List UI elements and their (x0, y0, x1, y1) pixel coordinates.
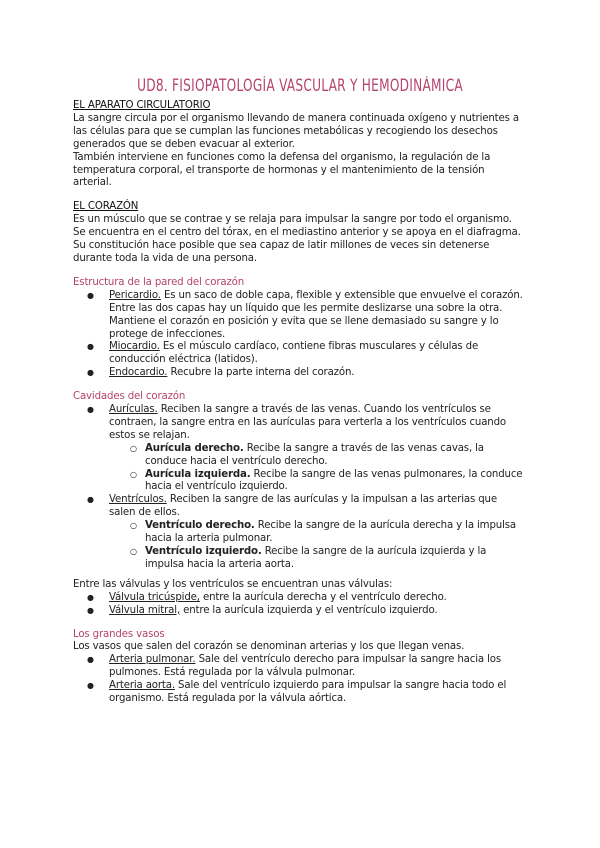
subsection-heading-cavidades: Cavidades del corazón (73, 391, 186, 403)
term: Arteria aorta. (109, 680, 175, 692)
paragraph: Entre las válvulas y los ventrículos se encuentran unas válvulas: (73, 578, 393, 590)
sub-list-item (73, 469, 525, 495)
sub-list (109, 520, 525, 572)
section-heading-aparato: EL APARATO CIRCULATORIO (73, 100, 211, 111)
definition: entre la aurícula derecha y el ventrículo derecho. (199, 591, 447, 603)
term: Aurículas. (109, 404, 158, 416)
term: Ventrículo izquierdo. (145, 546, 262, 557)
list-item (73, 605, 525, 618)
definition: Recibe la sangre a través de las venas cavas, la conduce hacia el ventrículo derecho. (145, 442, 484, 467)
list-item (73, 654, 525, 680)
section-heading-corazon: EL CORAZÓN (73, 201, 139, 213)
term: Endocardio. (109, 367, 168, 379)
bullet-list (73, 654, 525, 706)
term: Ventrículo derecho. (145, 520, 255, 532)
definition: Reciben la sangre de las aurículas y la impulsan a las arterias que salen de ellos. (109, 494, 497, 519)
list-item (73, 367, 525, 380)
paragraph: Se encuentra en el centro del tórax, en el mediastino anterior y se apoya en el diafragma. (73, 227, 521, 239)
paragraph: Los vasos que salen del corazón se denominan arterias y los que llegan venas. (73, 641, 465, 653)
list-item (73, 404, 525, 494)
paragraph: También interviene en funciones como la defensa del organismo, la regulación de la temperatura corporal, el transporte de hormonas y el mantenimiento de la tensión arterial. (73, 151, 491, 189)
bullet-list (73, 290, 525, 380)
subsection-heading-vasos: Los grandes vasos (73, 628, 165, 640)
term: Válvula tricúspide, (109, 591, 200, 603)
paragraph: Su constitución hace posible que sea capaz de latir millones de veces sin detenerse durante toda la vida de una persona. (73, 240, 490, 264)
page-title: UD8. FISIOPATOLOGÍA VASCULAR Y HEMODINÁMICA (137, 76, 463, 95)
term: Aurícula derecho. (145, 442, 244, 454)
list-item (73, 290, 525, 342)
bullet-list (73, 592, 525, 618)
definition: Recibe la sangre de las venas pulmonares, la conduce hacia el ventrículo izquierdo. (145, 468, 523, 493)
term: Miocardio. (109, 341, 160, 353)
term: Ventrículos. (109, 494, 167, 506)
term: Aurícula izquierda. (145, 468, 251, 480)
definition: Es el músculo cardíaco, contiene fibras musculares y células de conducción eléctrica (latidos). (109, 341, 479, 366)
sub-list-item (73, 546, 525, 572)
sub-list (109, 443, 525, 495)
term: Arteria pulmonar. (109, 654, 196, 666)
definition: Sale del ventrículo izquierdo para impulsar la sangre hacia todo el organismo. Está regulada por la válvula aórtica. (109, 680, 507, 705)
definition: entre la aurícula izquierda y el ventrículo izquierdo. (180, 604, 438, 616)
paragraph: Es un músculo que se contrae y se relaja para impulsar la sangre por todo el organismo. (73, 214, 512, 226)
list-item (73, 494, 525, 571)
term: Pericardio. (109, 289, 161, 301)
document-body (73, 100, 525, 706)
definition: Recibe la sangre de la aurícula izquierda y la impulsa hacia la arteria aorta. (145, 546, 487, 570)
paragraph: La sangre circula por el organismo llevando de manera continuada oxígeno y nutrientes a las células para que se cumplan las funciones metabólicas y recogiendo los desechos generados que se deben evacuar al exterior. (73, 112, 519, 150)
list-item (73, 592, 525, 605)
definition: Recibe la sangre de la aurícula derecha y la impulsa hacia la arteria pulmonar. (145, 520, 517, 545)
list-item (73, 680, 525, 706)
term: Válvula mitral, (109, 604, 181, 616)
list-item (73, 341, 525, 367)
sub-list-item (73, 520, 525, 546)
definition: Es un saco de doble capa, flexible y extensible que envuelve el corazón. Entre las dos capas hay un líquido que les permite deslizarse una sobre la otra. Mantiene el corazón en posición y evita que se llene demasiado su sangre y lo protege de infecciones. (109, 289, 523, 340)
definition: Recubre la parte interna del corazón. (167, 367, 355, 379)
subsection-heading-estructura: Estructura de la pared del corazón (73, 276, 245, 288)
bullet-list (73, 404, 525, 572)
definition: Reciben la sangre a través de las venas. Cuando los ventrículos se contraen, la sangre entra en las aurículas para verterla a los ventrículos cuando estos se relajan. (109, 404, 506, 441)
sub-list-item (73, 443, 525, 469)
definition: Sale del ventrículo derecho para impulsar la sangre hacia los pulmones. Está regulada por la válvula pulmonar. (109, 654, 501, 679)
